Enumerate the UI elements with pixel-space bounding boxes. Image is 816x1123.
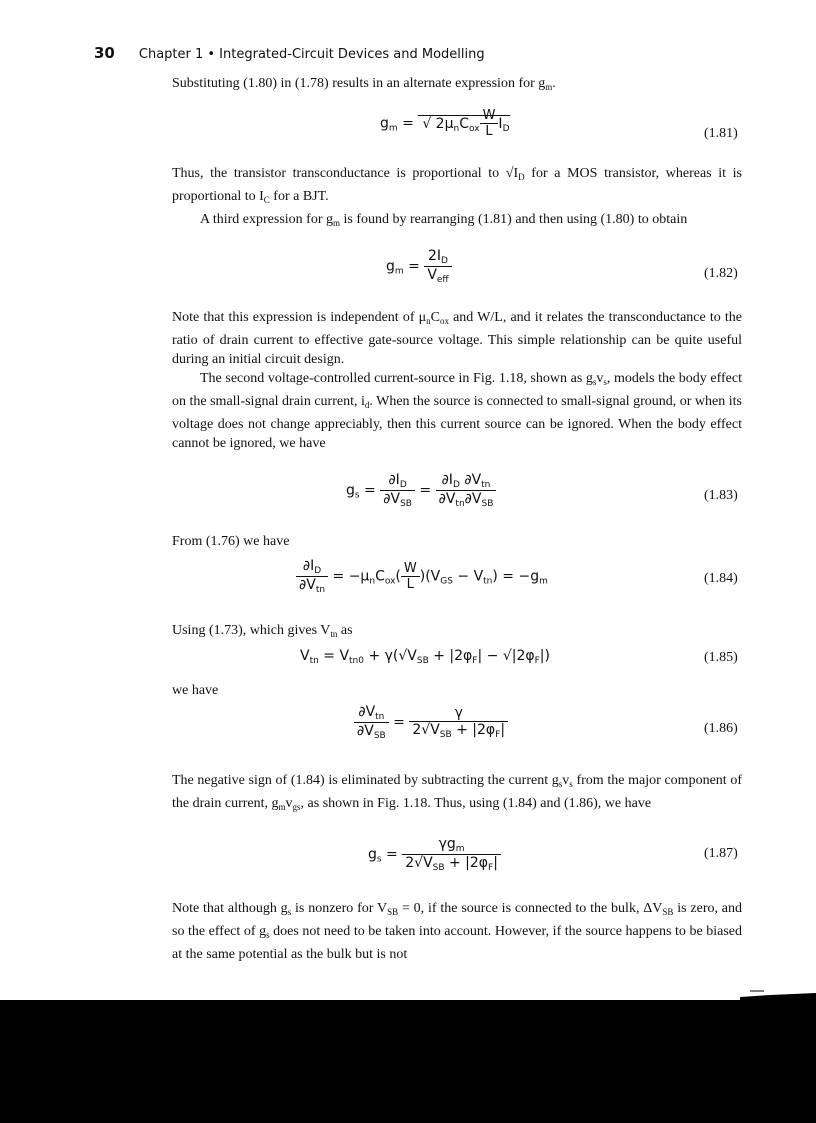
paragraph-6: we have [172,683,219,698]
equation-1-81: $g_m$ = √ $2\mu_nC_{ox}$ $\frac{W}{L}$ $I_D$ [380,108,510,139]
equation-number-1-85: (1.85) [704,650,738,665]
paragraph-4: From (1.76) we have [172,534,290,549]
running-title: Chapter 1 • Integrated-Circuit Devices and Modelling [138,47,485,62]
equation-1-83: $g_s$ = $\frac{\partial I_D}{\partial V_{SB}}$ = $\frac{\partial I_D \partial V_{tn}}{\partial V_{tn}\partial V_{SB}}$ [346,472,496,509]
equation-1-87: $g_s$ = $\frac{\gamma g_m}{2√V_{SB} + |2\varphi_F|}$ [368,836,501,873]
scan-bottom-band [0,1000,816,1123]
paragraph-5: Using (1.73), which gives $V_{tn}$ as [172,623,353,639]
equation-1-82: $g_m$ = $\frac{2I_D}{V_{eff}}$ [386,248,452,285]
equation-1-84: $\frac{\partial I_D}{\partial V_{tn}}$ = $-\mu_nC_{ox}$( $\frac{W}{L}$ )$(V_{GS} - V_{tn}) = -g_m$ [296,558,548,595]
paragraph-1: Substituting (1.80) in (1.78) results in an alternate expression for $g_m$. [172,76,556,92]
paragraph-3: Note that this expression is independent of $\mu_nC_{ox}$ and W/L, and it relates the transconductance to the ratio of drain current to effective gate-source voltage. This simple relationship can be quite useful during an initial circuit design. The second voltage-controlled current-source in Fig. 1.18, shown as $g_sv_s$, models the body effect on the small-signal drain current, $i_d$. When the source is connected to small-signal ground, or when its voltage does not change appreciably, then this current source can be ignored. When the body effect cannot be ignored, we have [172,310,742,451]
equation-number-1-83: (1.83) [704,488,738,503]
paragraph-8: Note that although $g_s$ is nonzero for $V_{SB} = 0$, if the source is connected to the bulk, $\Delta V_{SB}$ is zero, and so the effect of $g_s$ does not need to be taken into account. However, if the source happens to be biased at the same potential as the bulk but is not [172,901,743,962]
equation-number-1-86: (1.86) [704,721,738,736]
page-number: 30 [94,44,115,62]
scan-edge-mark [740,983,816,1000]
equation-number-1-84: (1.84) [704,571,738,586]
page-header [94,44,485,62]
equation-number-1-82: (1.82) [704,266,738,281]
paragraph-7: The negative sign of (1.84) is eliminated by subtracting the current $g_sv_s$ from the major component of the drain current, $g_mv_{gs}$, as shown in Fig. 1.18. Thus, using (1.84) and (1.86), we have [172,773,743,812]
equation-number-1-87: (1.87) [704,846,738,861]
equation-1-85: $V_{tn} = V_{tn0} + \gamma(√V_{SB} + |2\varphi_F| - √|2\varphi_F|)$ [300,648,550,666]
equation-number-1-81: (1.81) [704,126,738,141]
paragraph-2: Thus, the transistor transconductance is proportional to $√I_D$ for a MOS transistor, whereas it is proportional to $I_C$ for a BJT. A third expression for $g_m$ is found by rearranging (1.81) and then using (1.80) to obtain [172,166,742,228]
equation-1-86: $\frac{\partial V_{tn}}{\partial V_{SB}}$ = $\frac{\gamma}{2√V_{SB} + |2\varphi_F|}$ [354,704,508,741]
